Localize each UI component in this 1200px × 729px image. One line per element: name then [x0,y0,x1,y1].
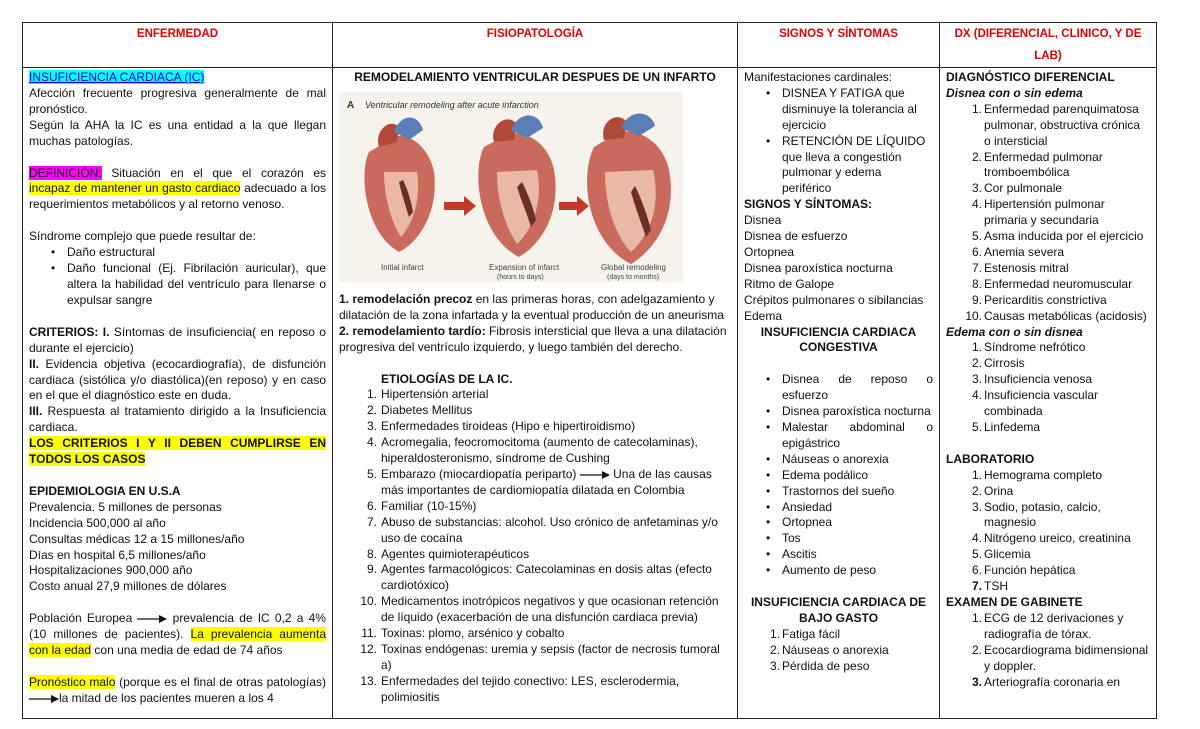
list-item: 3. Arteriografía coronaria en [971,674,1121,689]
edema-title: Disnea con o sin edema [946,85,1083,100]
list-item: • Daño estructural [29,245,326,261]
list-item: 13. Enfermedades del tejido conectivo: LES, esclerodermia, polimiositis [360,673,680,704]
list-item: • RETENCIÓN DE LÍQUIDO que lleva a congestión pulmonar y edema periférico [744,134,933,198]
header-signos: SIGNOS Y SÍNTOMAS [738,23,940,68]
signs-title: SIGNOS Y SÍNTOMAS: [744,197,873,212]
definition-highlight: incapaz de mantener un gasto cardiaco [29,181,241,196]
list-item: 6. Anemia severa [971,244,1065,259]
svg-text:(hours to days): (hours to days) [497,273,544,281]
list-item: 4. Nitrógeno ureico, creatinina [971,531,1131,546]
criteria-note: LOS CRITERIOS I Y II DEBEN CUMPLIRSE EN TODOS LOS CASOS [29,436,326,467]
intro-2: Según la AHA la IC es una entidad a la que llegan muchas patologías. [29,117,326,148]
list-item: 3. Sodio, potasio, calcio, magnesio [971,499,1101,530]
criteria-3: III. Respuesta al tratamiento dirigido a la Insuficiencia cardiaca. [29,404,326,435]
criteria-1: CRITERIOS: I. Síntomas de insuficiencia( en reposo o durante el ejercicio) [29,324,326,355]
definition-label: DEFINICIÓN: [29,165,102,180]
header-fisiopatologia: FISIOPATOLOGÍA [333,23,738,68]
etio-title: ETIOLOGÍAS DE LA IC. [381,371,513,386]
definition: DEFINICIÓN: Situación en el que el corazón es incapaz de mantener un gasto cardiaco adecuado a los requerimientos metabólicos y al retorno venoso. [29,165,326,212]
low-output-list [744,627,933,675]
header-enfermedad: ENFERMEDAD [23,23,333,68]
syndrome-text: Síndrome complejo que puede resultar de: [29,229,256,244]
list-item: 12. Toxinas endógenas: uremia y sepsis (factor de necrosis tumoral a) [360,641,720,672]
list-item: 3. Cor pulmonale [971,181,1063,196]
sign-line: Ortopnea [744,244,795,259]
gabinete-list [946,611,1150,691]
list-item: 10. Medicamentos inotrópicos negativos y que ocasionan retención de líquido (exacerbación de una disfunción cardiaca previa) [360,594,719,625]
disease-title: INSUFICIENCIA CARDIACA (IC) [29,70,205,84]
prognosis: Pronóstico malo (porque es el final de otras patologías) la mitad de los pacientes mueren a los 4 [29,675,327,705]
list-item: 7. Abuso de substancias: alcohol. Uso crónico de anfetaminas y/o uso de cocaína [366,514,718,545]
intro-1: Afección frecuente progresiva generalmente de mal pronóstico. [29,85,326,116]
epi-line: Días en hospital 6,5 millones/año [29,547,206,562]
dd-disnea-list [946,340,1150,435]
lab-list [946,468,1150,595]
list-item: 2. Náuseas o anorexia [769,642,889,657]
list-item: 4. Acromegalia, feocromocitoma (aumento de catecolaminas), hiperaldosteronismo, síndrome de Cushing [366,435,698,466]
arrow-icon [137,614,167,624]
disnea-title: Edema con o sin disnea [946,324,1083,339]
list-item: • Disnea de reposo o esfuerzo [744,372,933,404]
col-dx [940,68,1157,719]
list-item: • Edema podálico [744,468,933,484]
list-item: • Náuseas o anorexia [744,452,933,468]
list-item: 3. Enfermedades tiroideas (Hipo e hipertiroidismo) [366,419,636,434]
list-item: 2. Ecocardiograma bidimensional y doppler. [971,642,1149,673]
content-row [23,68,1157,719]
list-item: • DISNEA Y FATIGA que disminuye la tolerancia al ejercicio [744,86,933,134]
list-item: 4. Insuficiencia vascular combinada [971,388,1099,419]
list-item: • Daño funcional (Ej. Fibrilación auricular), que altera la habilidad del ventrículo para llenarse o expulsar sangre [29,261,326,309]
epi-line: Prevalencia. 5 millones de personas [29,499,222,514]
svg-text:Global remodeling: Global remodeling [601,262,666,272]
list-item: 9. Pericarditis constrictiva [971,292,1107,307]
manif-title: Manifestaciones cardinales: [744,70,893,84]
header-dx: DX (DIFERENCIAL, CLINICO, Y DE LAB) [940,23,1157,68]
manif-list [744,86,933,197]
dd-title: DIAGNÓSTICO DIFERENCIAL [946,70,1115,84]
lab-title: LABORATORIO [946,451,1035,466]
col-fisiopatologia [333,68,738,719]
sign-line: Edema [744,308,783,323]
list-item: 6. Función hepática [971,563,1076,578]
arrow-icon [29,694,59,704]
list-item: 5. Linfedema [971,419,1041,434]
list-item: 2. Diabetes Mellitus [366,403,473,418]
list-item: • Ansiedad [744,500,933,516]
remodel-early: 1. remodelación precoz en las primeras horas, con adelgazamiento y dilatación de la zona infartada y la eventual producción de un aneurisma [339,291,724,322]
list-item: 1. Hemograma completo [971,467,1103,482]
list-item: 2. Enfermedad pulmonar tromboembólica [971,149,1103,180]
list-item: 1. Enfermedad parenquimatosa pulmonar, obstructiva crónica o intersticial [971,101,1141,148]
svg-text:A: A [347,99,355,111]
epi-line: Incidencia 500,000 al año [29,515,166,530]
list-item: 11. Toxinas: plomo, arsénico y cobalto [361,626,565,641]
syndrome-list [29,245,326,309]
list-item: 6. Familiar (10-15%) [366,498,477,513]
sign-line: Disnea paroxística nocturna [744,260,893,275]
dd-edema-list [946,102,1150,325]
list-item: 8. Agentes quimioterapéuticos [366,546,530,561]
svg-text:Expansion of infarct: Expansion of infarct [489,262,560,272]
heart-icon [587,113,671,264]
heart-icon [478,115,555,257]
list-item: • Aumento de peso [744,563,933,579]
list-item: 1. ECG de 12 derivaciones y radiografía de tórax. [971,610,1124,641]
list-item: 5. Embarazo (miocardiopatía periparto) Una de las causas más importantes de cardiomiopatía dilatada en Colombia [366,466,712,497]
arrow-icon [580,470,610,480]
icc-list [744,372,933,579]
list-item: 8. Enfermedad neuromuscular [971,276,1133,291]
epi-line: Costo anual 27,9 millones de dólares [29,579,227,594]
col-signos [738,68,940,719]
sign-line: Disnea de esfuerzo [744,229,848,244]
list-item: 2. Cirrosis [971,356,1025,371]
remodel-title: REMODELAMIENTO VENTRICULAR DESPUES DE UN INFARTO [354,70,716,84]
epi-line: Hospitalizaciones 900,000 año [29,563,193,578]
criteria-2: II. Evidencia objetiva (ecocardiografía), de disfunción cardiaca (sistólica y/o diastólica)(en reposo) y en caso en el que el diagnóstico este en duda. [29,356,326,403]
list-item: 10. Causas metabólicas (acidosis) [965,308,1147,323]
list-item: 1. Hipertensión arterial [366,387,489,402]
epi-title: EPIDEMIOLOGIA EN U.S.A [29,483,181,498]
header-row [23,23,1157,68]
sign-line: Disnea [744,213,782,228]
list-item: 1. Síndrome nefrótico [971,340,1086,355]
list-item: 7. Estenosis mitral [971,260,1069,275]
list-item: 9. Agentes farmacológicos: Catecolaminas en dosis altas (efecto cardiotóxico) [366,562,712,593]
low-output-title: INSUFICIENCIA CARDIACA DE BAJO GASTO [750,595,927,625]
etiology-list [339,387,731,705]
list-item: • Ortopnea [744,515,933,531]
list-item: 2. Orina [971,483,1014,498]
gabinete-title: EXAMEN DE GABINETE [946,595,1083,609]
list-item: • Ascitis [744,547,933,563]
sign-line: Ritmo de Galope [744,276,835,291]
svg-text:Initial infarct: Initial infarct [381,262,424,272]
list-item: 5. Asma inducida por el ejercicio [971,229,1144,244]
list-item: • Tos [744,531,933,547]
heart-remodeling-illustration [339,92,683,282]
col-enfermedad [23,68,333,719]
icc-title: INSUFICIENCIA CARDIACA CONGESTIVA [760,324,917,355]
list-item: 4. Hipertensión pulmonar primaria y secundaria [971,197,1105,228]
list-item: 5. Glicemia [971,547,1031,562]
svg-text:Ventricular remodeling after a: Ventricular remodeling after acute infarction [365,99,539,110]
list-item: • Disnea paroxística nocturna [744,404,933,420]
europe-text: Población Europea prevalencia de IC 0,2 a 4% (10 millones de pacientes). La prevalencia aumenta con la edad con una media de edad de 74 años [29,611,326,658]
sign-line: Crépitos pulmonares o sibilancias [744,292,924,307]
remodel-late: 2. remodelamiento tardío: Fibrosis intersticial que lleva a una dilatación progresiva del ventrículo izquierdo, y luego también del derecho. [339,323,727,354]
list-item: 3. Insuficiencia venosa [971,372,1093,387]
list-item: • Malestar abdominal o epigástrico [744,420,933,452]
heart-icon [364,117,434,252]
list-item: 3. Pérdida de peso [769,658,870,673]
remodeling-figure [339,92,683,282]
list-item: • Trastornos del sueño [744,484,933,500]
list-item: 7. TSH [971,579,1008,594]
svg-text:(days to months): (days to months) [607,273,660,281]
list-item: 1. Fatiga fácil [769,626,841,641]
epi-line: Consultas médicas 12 a 15 millones/año [29,531,245,546]
disease-table [22,22,1157,719]
